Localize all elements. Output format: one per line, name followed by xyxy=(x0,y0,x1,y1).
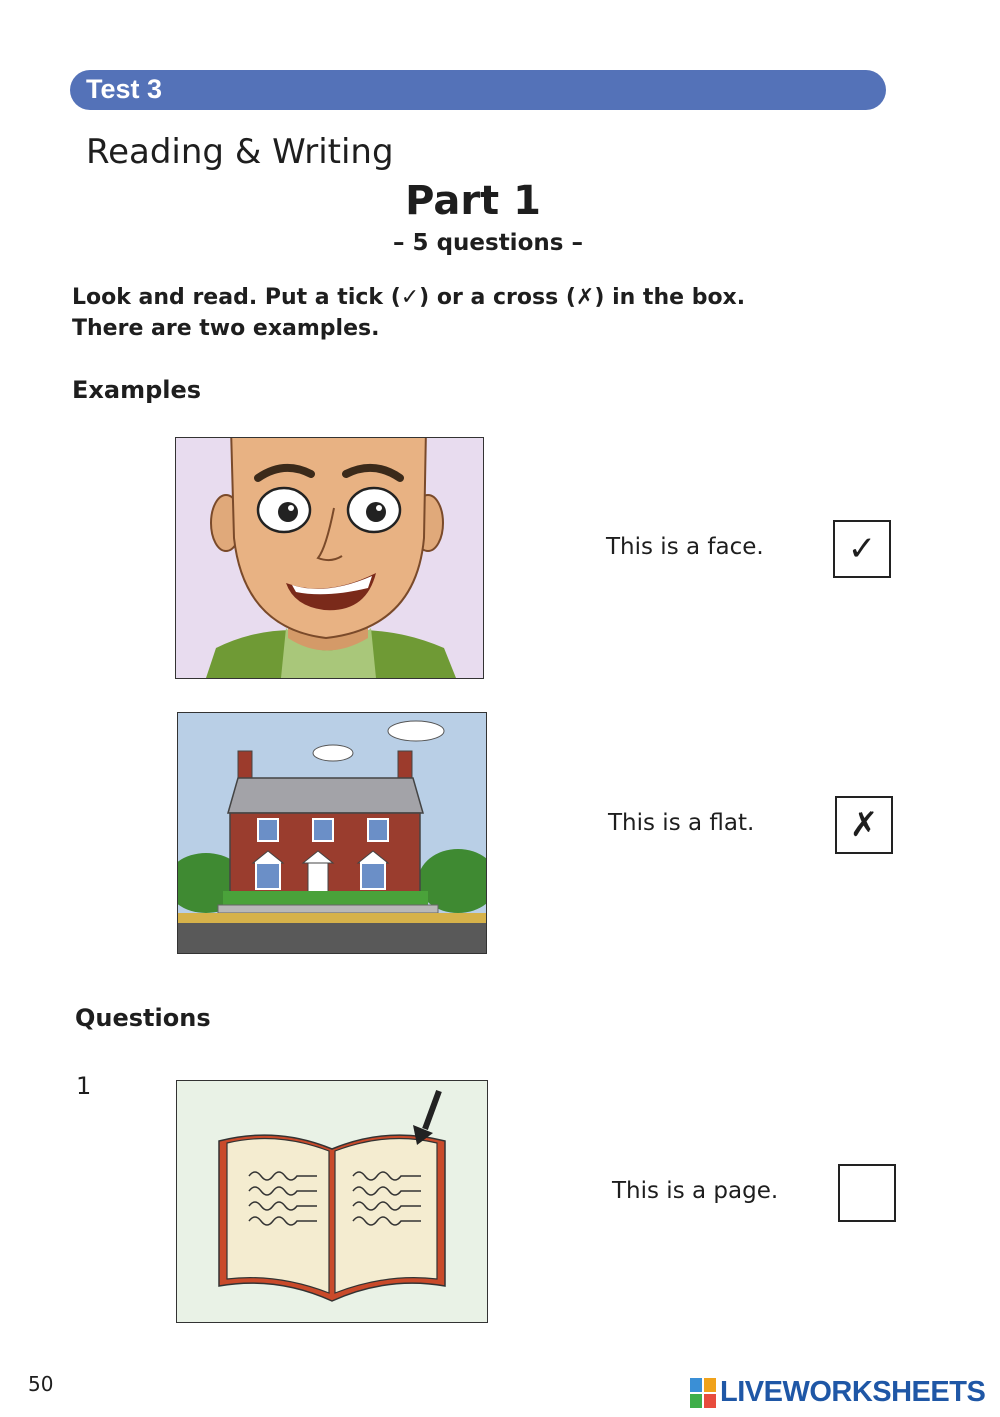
instruction-line-2: There are two examples. xyxy=(72,316,380,341)
examples-heading: Examples xyxy=(72,376,202,404)
instruction-line-1: Look and read. Put a tick (✓) or a cross (✗) in the box. xyxy=(72,285,746,310)
liveworksheets-logo xyxy=(690,1376,990,1410)
house-picture xyxy=(177,712,487,954)
questions-heading: Questions xyxy=(75,1004,211,1032)
liveworksheets-brand: LIVEWORKSHEETS xyxy=(720,1376,986,1408)
section-title: Reading & Writing xyxy=(86,132,394,172)
example-2-answer-box: ✗ xyxy=(835,796,893,854)
example-1-sentence: This is a face. xyxy=(606,534,764,560)
question-1-sentence: This is a page. xyxy=(612,1178,779,1204)
question-1-number: 1 xyxy=(76,1072,92,1100)
page-number: 50 xyxy=(28,1372,54,1396)
face-picture xyxy=(175,437,484,679)
part-title: Part 1 xyxy=(405,178,541,224)
part-subtitle: – 5 questions – xyxy=(393,230,583,256)
test-banner xyxy=(70,70,886,110)
book-picture xyxy=(176,1080,488,1323)
question-1-answer-box[interactable] xyxy=(838,1164,896,1222)
example-2-sentence: This is a flat. xyxy=(608,810,755,836)
test-label: Test 3 xyxy=(86,74,163,104)
example-1-answer-box: ✓ xyxy=(833,520,891,578)
instructions xyxy=(72,282,745,344)
liveworksheets-logo-icon xyxy=(690,1378,716,1408)
